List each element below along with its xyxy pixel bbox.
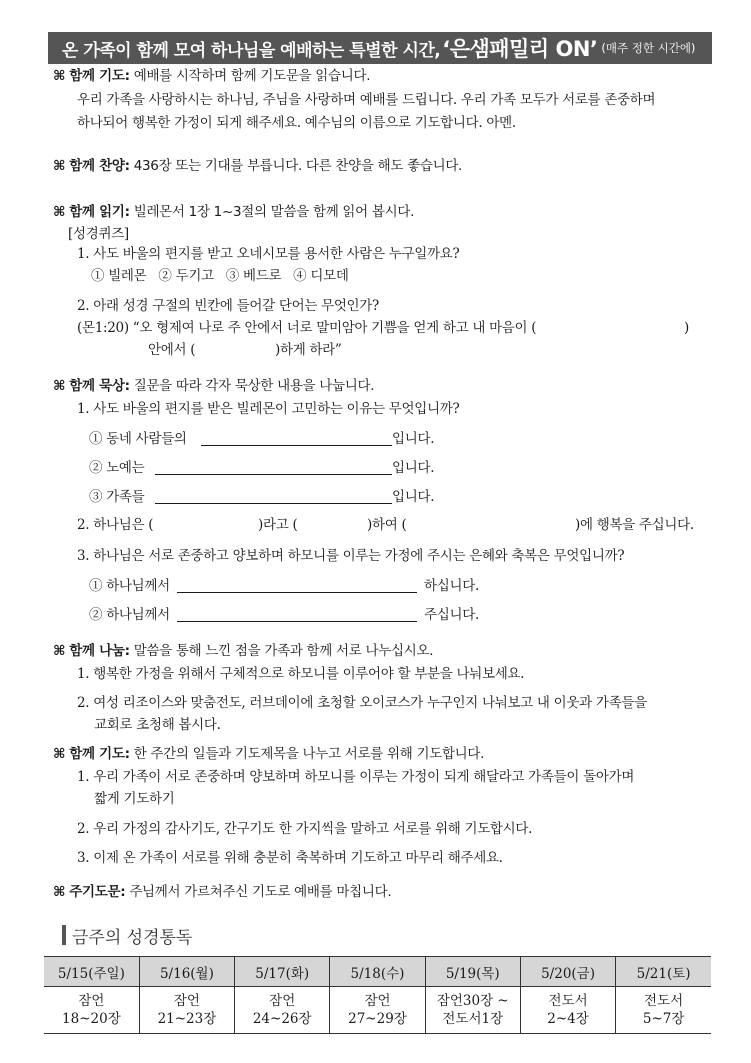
fill-in-part: )하여 (	[367, 517, 407, 533]
prayer-text-line: 우리 가족을 사랑하시는 하나님, 주님을 사랑하며 예배를 드립니다. 우리 가족 모두가 서로를 존중하며	[77, 92, 656, 108]
quiz-verse-close: )	[684, 320, 689, 336]
section-desc: 436장 또는 기대를 부릅니다. 다른 찬양을 해도 좋습니다.	[133, 158, 463, 174]
reading-book: 잠언	[364, 993, 391, 1009]
closing-heading	[53, 883, 391, 901]
reading-book: 잠언	[173, 993, 200, 1009]
answer-blank[interactable]	[155, 461, 392, 475]
answer-blank[interactable]	[201, 432, 392, 446]
section-desc: 질문을 따라 각자 묵상한 내용을 나눕니다.	[133, 378, 375, 394]
answer-suffix: 하십니다.	[424, 578, 479, 594]
prayer-item-cont: 짧게 기도하기	[94, 791, 175, 807]
reading-book: 전도서	[548, 993, 588, 1009]
day-header: 5/15(주일)	[44, 957, 139, 987]
reading-chapters: 18~20장	[62, 1011, 121, 1027]
reading-chapters: 27~29장	[348, 1011, 407, 1027]
section-title: 함께 나눔:	[69, 643, 130, 659]
answer-suffix: 주십니다.	[424, 607, 479, 623]
reading-cell	[139, 987, 234, 1034]
reading-book: 전도서	[644, 993, 684, 1009]
fill-in-part: )라고 (	[258, 517, 298, 533]
reading-chapters: 21~23장	[157, 1011, 217, 1027]
reading-chapters: 5~7장	[642, 1011, 685, 1027]
section-desc: 빌레몬서 1장 1~3절의 말씀을 함께 읽어 봅시다.	[133, 204, 415, 220]
quiz-label: [성경퀴즈]	[68, 226, 129, 242]
reading-book: 잠언	[78, 993, 105, 1009]
schedule-title	[62, 924, 192, 946]
section-title: 함께 읽기:	[69, 204, 130, 220]
quiz-verse-line-1: (몬1:20) “오 형제여 나로 주 안에서 너로 말미암아 기쁨을 얻게 하고 내 마음이 (	[77, 320, 537, 336]
reading-chapters: 2~4장	[547, 1011, 589, 1027]
section-title: 주기도문:	[69, 884, 126, 900]
answer-prefix: ① 동네 사람들의	[89, 431, 187, 447]
section-title: 함께 기도:	[69, 68, 130, 84]
bullet-icon: ⌘	[53, 746, 66, 762]
day-header: 5/17(화)	[235, 957, 330, 987]
answer-suffix: 입니다.	[392, 489, 435, 505]
section-desc: 한 주간의 일들과 기도제목을 나누고 서로를 위해 기도합니다.	[133, 746, 485, 762]
answer-blank[interactable]	[177, 608, 417, 622]
banner-title: 온 가족이 함께 모여 하나님을 예배하는 특별한 시간,	[62, 40, 441, 61]
prayer-item: 2. 우리 가정의 감사기도, 간구기도 한 가지씩을 말하고 서로를 위해 기도합시다.	[77, 821, 533, 837]
reading-heading	[53, 203, 414, 221]
reading-cell	[520, 987, 615, 1034]
fill-in-part: )에 행복을 주십니다.	[575, 517, 694, 533]
sharing-heading	[53, 642, 433, 660]
quiz-verse-line-2a: 안에서 (	[148, 342, 196, 358]
prayer-item: 1. 우리 가족이 서로 존중하며 양보하며 하모니를 이루는 가정이 되게 해달라고 가족들이 돌아가며	[77, 769, 635, 785]
section-desc: 말씀을 통해 느낀 점을 가족과 함께 서로 나누십시오.	[133, 643, 434, 659]
day-header: 5/21(토)	[616, 957, 711, 987]
meditation-heading	[53, 377, 374, 395]
bullet-icon: ⌘	[53, 204, 66, 220]
bullet-icon: ⌘	[53, 158, 66, 174]
sharing-item: 1. 행복한 가정을 위해서 구체적으로 하모니를 이루어야 할 부분을 나눠보세요.	[77, 666, 525, 682]
answer-suffix: 입니다.	[392, 460, 435, 476]
day-header: 5/19(목)	[425, 957, 520, 987]
sharing-item-cont: 교회로 초청해 봅시다.	[94, 717, 221, 733]
section-title: 함께 찬양:	[69, 158, 130, 174]
day-header: 5/16(월)	[139, 957, 234, 987]
reading-cell	[44, 987, 139, 1034]
bullet-icon: ⌘	[53, 378, 66, 394]
fill-in-part: 2. 하나님은 (	[77, 517, 154, 533]
section-desc: 예배를 시작하며 함께 기도문을 읽습니다.	[133, 68, 371, 84]
schedule-reading-row	[44, 987, 711, 1034]
quiz-verse-line-2b: )하게 하라”	[275, 342, 342, 358]
reading-book: 잠언	[269, 993, 296, 1009]
day-header: 5/18(수)	[330, 957, 425, 987]
prayer-item: 3. 이제 온 가족이 서로를 위해 충분히 축복하며 기도하고 마무리 해주세요.	[77, 850, 503, 866]
reading-cell	[330, 987, 425, 1034]
day-header: 5/20(금)	[520, 957, 615, 987]
reading-chapters: 전도서1장	[442, 1011, 504, 1027]
answer-prefix: ② 하나님께서	[89, 607, 170, 623]
bullet-icon: ⌘	[53, 643, 66, 659]
meditation-question-1: 1. 사도 바울의 편지를 받은 빌레몬이 고민하는 이유는 무엇입니까?	[77, 401, 460, 417]
section-title: 함께 묵상:	[69, 378, 130, 394]
answer-suffix: 입니다.	[392, 431, 435, 447]
page-banner	[48, 32, 712, 64]
bullet-icon: ⌘	[53, 68, 66, 84]
schedule-header-row	[44, 957, 711, 987]
answer-blank[interactable]	[177, 579, 417, 593]
reading-cell	[616, 987, 711, 1034]
schedule-title-text: 금주의 성경통독	[72, 927, 193, 948]
opening-prayer-heading	[53, 67, 370, 85]
title-bar-decoration	[62, 925, 66, 945]
quiz-question-1: 1. 사도 바울의 편지를 받고 오네시모를 용서한 사람은 누구일까요?	[77, 246, 460, 262]
meditation-question-3: 3. 하나님은 서로 존중하고 양보하며 하모니를 이루는 가정에 주시는 은혜와 축복은 무엇입니까?	[77, 548, 625, 564]
reading-schedule-table	[44, 956, 711, 1034]
answer-prefix: ② 노예는	[89, 460, 145, 476]
section-desc: 주님께서 가르쳐주신 기도로 예배를 마칩니다.	[129, 884, 392, 900]
sharing-item: 2. 여성 리조이스와 맞춤전도, 러브데이에 초청할 오이코스가 누구인지 나눠보고 내 이웃과 가족들을	[77, 695, 647, 711]
hymn-heading	[53, 157, 462, 175]
prayer-heading	[53, 745, 484, 763]
reading-cell	[235, 987, 330, 1034]
quiz-options: ① 빌레몬 ② 두기고 ③ 베드로 ④ 디모데	[91, 268, 349, 284]
banner-program-name: ‘은샘패밀리 ON’	[442, 37, 598, 61]
reading-chapters: 24~26장	[252, 1011, 312, 1027]
banner-note: (매주 정한 시간에)	[601, 41, 696, 55]
section-title: 함께 기도:	[69, 746, 130, 762]
reading-cell	[425, 987, 520, 1034]
quiz-question-2: 2. 아래 성경 구절의 빈칸에 들어갈 단어는 무엇인가?	[77, 298, 379, 314]
answer-prefix: ① 하나님께서	[89, 578, 170, 594]
prayer-text-line: 하나되어 행복한 가정이 되게 해주세요. 예수님의 이름으로 기도합니다. 아멘.	[77, 115, 516, 131]
bullet-icon: ⌘	[53, 884, 66, 900]
reading-book: 잠언30장 ~	[436, 993, 509, 1009]
answer-prefix: ③ 가족들	[89, 489, 145, 505]
answer-blank[interactable]	[155, 490, 392, 504]
